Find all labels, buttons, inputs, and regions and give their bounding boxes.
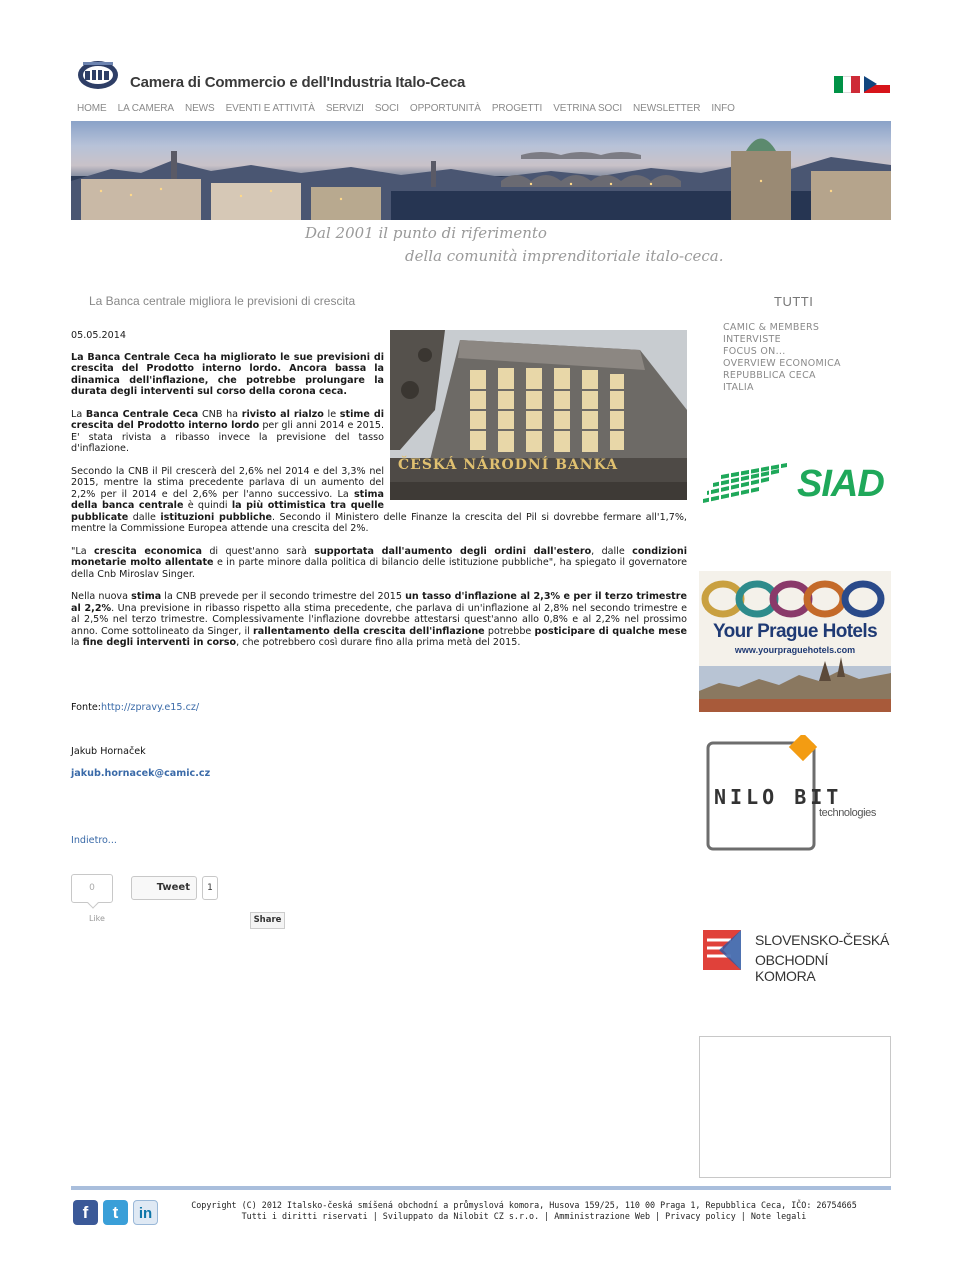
- article-paragraph-4: Nella nuova stima la CNB prevede per il secondo trimestre del 2015 un tasso d'inflazione al 2,3% e per il terzo trimestre al 2,2%. Una previsione in ribasso rispetto alla stima precedente, che parlava di un'inflazione al 2,8% nel secondo trimestre e al 2,5% nel terzo trimestre. Complessivamente l'inflazione dovrebbe attestarsi quest'anno allo 0,8% e al 2,2% nel prossimo anno. Come sottolineato da Singer, il rallentamento della crescita dell'inflazione potrebbe posticipare di qualche mese la fine degli interventi in corso, che potrebbero così durare fino alla prima metà del 2015.: [71, 591, 687, 648]
- nav-home[interactable]: HOME: [77, 103, 107, 114]
- cnb-building-photo: [390, 330, 687, 500]
- footer-divider: [71, 1186, 891, 1190]
- linkedin-icon[interactable]: in: [133, 1200, 158, 1225]
- footer-social-icons: [73, 1200, 158, 1225]
- article-body: [71, 330, 687, 660]
- nilobit-subtitle: technologies: [819, 807, 876, 819]
- footer-copyright: [180, 1200, 868, 1222]
- chamber-name-line-1: SLOVENSKO-ČESKÁ: [755, 932, 889, 948]
- sidebar-link-camic-members[interactable]: CAMIC & MEMBERS: [723, 322, 820, 333]
- prague-banner-image: [71, 121, 891, 220]
- nav-opportunita[interactable]: OPPORTUNITÀ: [409, 103, 481, 114]
- article-title: La Banca centrale migliora le previsioni di crescita: [89, 294, 356, 308]
- nilobit-logo-text: NILO BIT: [714, 785, 843, 809]
- author-email-link[interactable]: jakub.hornacek@camic.cz: [71, 768, 211, 779]
- tweet-count: 1: [202, 876, 218, 900]
- article-paragraph-1: La Banca Centrale Ceca CNB ha rivisto al rialzo le stime di crescita del Prodotto interno lordo per gli anni 2014 e 2015. E' stata rivista a ribasso invece la previsione del tasso d'inflazione.: [71, 408, 384, 454]
- sidebar-category-list: [723, 322, 841, 394]
- article-paragraph-3: "La crescita economica di quest'anno sarà supportata dall'aumento degli ordini dall'estero, dalle condizioni monetarie molto allentate e in parte minore dalla politica di bilancio delle istituzione pubbliche", ha spiegato il governatore della Cnb Miroslav Singer.: [71, 545, 687, 580]
- sidebar-link-repubblica-ceca[interactable]: REPUBBLICA CECA: [723, 370, 816, 381]
- like-button[interactable]: Like: [89, 914, 105, 923]
- nav-servizi[interactable]: SERVIZI: [325, 103, 364, 114]
- camera-logo-icon[interactable]: [76, 58, 120, 92]
- prague-hotels-ad[interactable]: [699, 571, 891, 712]
- nav-la-camera[interactable]: LA CAMERA: [117, 103, 174, 114]
- hotels-ad-url: www.yourpraguehotels.com: [734, 645, 856, 655]
- nav-info[interactable]: INFO: [711, 103, 735, 114]
- slovak-czech-chamber-ad[interactable]: [701, 926, 891, 984]
- tweet-button[interactable]: [131, 876, 197, 900]
- language-flags: [834, 76, 890, 93]
- empty-ad-placeholder: [699, 1036, 891, 1178]
- site-title[interactable]: Camera di Commercio e dell'Industria Italo-Ceca: [130, 74, 466, 91]
- article-paragraph-2: Secondo la CNB il Pil crescerà del 2,6% nel 2014 e del 3,3% nel 2015, mentre la stima precedente parlava di un aumento del 2,2% per il 2014 e del 2,6% per l'anno successivo. La stima della banca centrale è quindi la più ottimistica tra quelle pubblicate dalle istituzioni pubbliche. Secondo il Ministero delle Finanze la crescita del Pil si dovrebbe fermare all'1,7%, mentre la Commissione Europea attende una crescita del 2%.: [71, 465, 687, 534]
- slogan-line-1: Dal 2001 il punto di riferimento: [305, 224, 547, 242]
- sidebar-link-overview[interactable]: OVERVIEW ECONOMICA: [723, 358, 841, 369]
- tweet-label: Tweet: [156, 882, 190, 893]
- italian-flag-icon[interactable]: [834, 76, 860, 93]
- share-button[interactable]: Share: [250, 912, 285, 929]
- source-link[interactable]: http://zpravy.e15.cz/: [101, 702, 200, 713]
- footer-line-1: Copyright (C) 2012 Italsko-česká smíšená obchodní a průmyslová komora, Husova 159/25, 110 00 Praga 1, Repubblica Ceca, IČO: 26754665: [191, 1200, 857, 1210]
- article-author: Jakub Hornaček: [71, 746, 146, 757]
- siad-logo-text: SIAD: [797, 463, 884, 505]
- nav-newsletter[interactable]: NEWSLETTER: [633, 103, 701, 114]
- like-count-box: 0: [71, 874, 113, 903]
- footer-line-2[interactable]: Tutti i diritti riservati | Sviluppato da Nilobit CZ s.r.o. | Amministrazione Web | Privacy policy | Note legali: [241, 1211, 807, 1221]
- chamber-name-line-2: OBCHODNÍ KOMORA: [755, 952, 829, 984]
- nav-soci[interactable]: SOCI: [374, 103, 399, 114]
- back-link[interactable]: Indietro...: [71, 835, 117, 846]
- sidebar-title[interactable]: TUTTI: [774, 294, 814, 309]
- hotels-ad-title: Your Prague Hotels: [712, 621, 878, 642]
- article-date: 05.05.2014: [71, 330, 126, 341]
- source-label: Fonte:: [71, 702, 102, 713]
- czech-flag-icon[interactable]: [864, 76, 890, 93]
- nav-vetrina-soci[interactable]: VETRINA SOCI: [553, 103, 623, 114]
- facebook-icon[interactable]: f: [73, 1200, 98, 1225]
- article-source: [71, 702, 199, 713]
- sidebar-link-italia[interactable]: ITALIA: [723, 382, 754, 393]
- nav-eventi[interactable]: EVENTI E ATTIVITÀ: [225, 103, 315, 114]
- photo-building-sign: ČESKÁ NÁRODNÍ BANKA: [398, 457, 619, 473]
- nav-news[interactable]: NEWS: [184, 103, 215, 114]
- sidebar-link-focus-on[interactable]: FOCUS ON...: [723, 346, 786, 357]
- slogan-line-2: della comunità imprenditoriale italo-ceca.: [405, 247, 724, 265]
- siad-ad-banner[interactable]: [699, 461, 891, 507]
- article-lead: La Banca Centrale Ceca ha migliorato le sue previsioni di crescita del Prodotto interno lordo. Ancora bassa la dinamica dell'inflazione, che potrebbe prolungare la durata degli interventi sul corso della corona ceca.: [71, 351, 384, 397]
- main-nav: [77, 103, 746, 114]
- sidebar-link-interviste[interactable]: INTERVISTE: [723, 334, 781, 345]
- nav-progetti[interactable]: PROGETTI: [491, 103, 543, 114]
- twitter-icon[interactable]: t: [103, 1200, 128, 1225]
- nilobit-ad[interactable]: [705, 735, 885, 855]
